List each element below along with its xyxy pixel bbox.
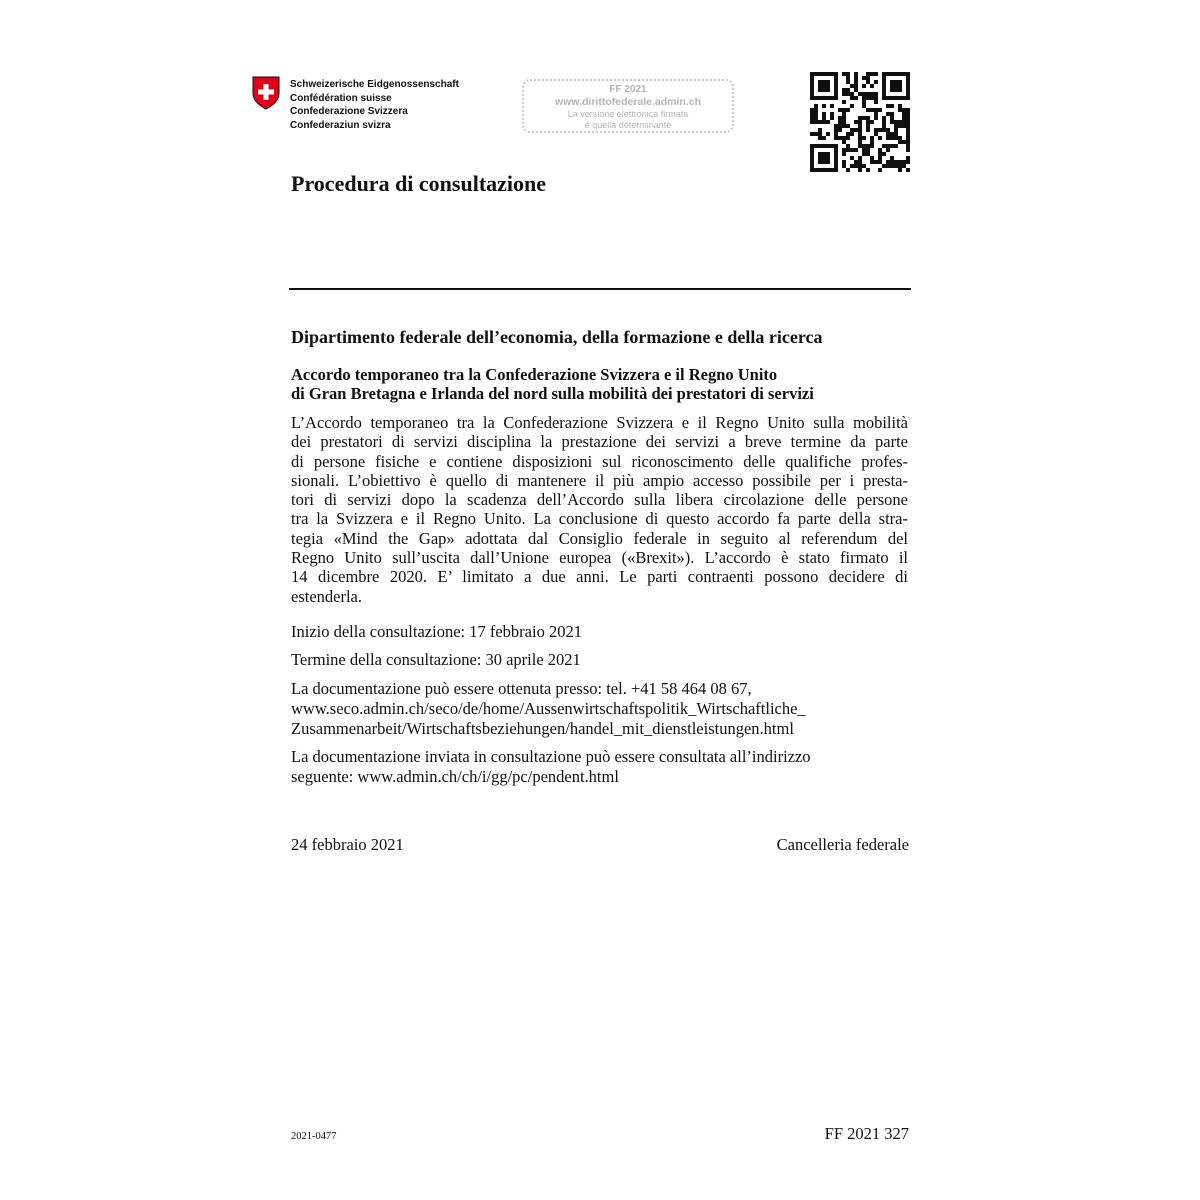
body-line: L’Accordo temporaneo tra la Confederazione Svizzera e il Regno Unito sulla mobilità bbox=[291, 413, 908, 432]
publication-date: 24 febbraio 2021 bbox=[291, 835, 404, 854]
body-line: tori di servizi dopo la scadenza dell’Accordo sulla libera circolazione delle persone bbox=[291, 490, 908, 510]
document-ref-number: 2021-0477 bbox=[291, 1131, 337, 1142]
stamp-ff-number: FF 2021 bbox=[609, 84, 647, 95]
subject-line: Accordo temporaneo tra la Confederazione Svizzera e il Regno Unito bbox=[291, 365, 778, 384]
title-divider bbox=[289, 288, 911, 290]
organization-names bbox=[290, 78, 459, 132]
documentation-link[interactable]: www.seco.admin.ch/seco/de/home/Aussenwirtschaftspolitik_Wirtschaftliche_ bbox=[291, 699, 806, 718]
body-line: tegia «Mind the Gap» adottata dal Consiglio federale in seguito al referendum del bbox=[291, 528, 908, 548]
page-title: Procedura di consultazione bbox=[291, 171, 547, 196]
body-line: Regno Unito sull’uscita dall’Unione europea («Brexit»). L’accordo è stato firmato il bbox=[291, 548, 908, 568]
org-line-rm: Confederaziun svizra bbox=[290, 119, 391, 131]
swiss-shield-icon bbox=[252, 76, 280, 110]
documentation-line: La documentazione può essere ottenuta presso: tel. +41 58 464 08 67, bbox=[291, 679, 752, 698]
body-line: sionali. L’obiettivo è quello di mantenere il più ampio accesso possibile per i presta- bbox=[291, 470, 908, 490]
online-consultation-info bbox=[291, 747, 811, 787]
consultation-start: Inizio della consultazione: 17 febbraio 2021 bbox=[291, 622, 582, 641]
online-link[interactable]: seguente: www.admin.ch/ch/i/gg/pc/pendent.html bbox=[291, 767, 619, 786]
confederation-logo bbox=[252, 76, 492, 136]
issuing-authority: Cancelleria federale bbox=[776, 835, 909, 854]
body-line: dei prestatori di servizi disciplina la prestazione dei servizi a breve termine da parte bbox=[291, 432, 908, 452]
stamp-note-1: La versione elettronica firmata bbox=[567, 109, 689, 119]
org-line-fr: Confédération suisse bbox=[290, 92, 392, 104]
stamp-note-2: è quella determinante bbox=[584, 120, 672, 130]
department-heading: Dipartimento federale dell’economia, della formazione e della ricerca bbox=[291, 327, 823, 347]
documentation-info bbox=[291, 679, 806, 739]
body-line: tra la Svizzera e il Regno Unito. La conclusione di questo accordo fa parte della stra- bbox=[291, 509, 908, 529]
ff-reference: FF 2021 327 bbox=[824, 1124, 909, 1143]
qr-code-icon bbox=[810, 72, 910, 172]
subject-heading bbox=[291, 365, 911, 403]
subject-line: di Gran Bretagna e Irlanda del nord sulla mobilità dei prestatori di servizi bbox=[291, 384, 814, 403]
online-line: La documentazione inviata in consultazione può essere consultata all’indirizzo bbox=[291, 747, 811, 766]
documentation-link[interactable]: Zusammenarbeit/Wirtschaftsbeziehungen/handel_mit_dienstleistungen.html bbox=[291, 719, 794, 738]
org-line-de: Schweizerische Eidgenossenschaft bbox=[290, 79, 459, 90]
body-line: estenderla. bbox=[291, 586, 363, 606]
consultation-end: Termine della consultazione: 30 aprile 2021 bbox=[291, 650, 581, 669]
org-line-it: Confederazione Svizzera bbox=[290, 106, 408, 117]
body-line: 14 dicembre 2020. E’ limitato a due anni. Le parti contraenti possono decidere di bbox=[291, 567, 908, 587]
body-line: di persone fisiche e contiene disposizioni sul riconoscimento delle qualifiche profes- bbox=[291, 451, 908, 471]
body-paragraph bbox=[291, 413, 908, 606]
stamp-website: www.dirittofederale.admin.ch bbox=[554, 96, 702, 108]
electronic-version-stamp bbox=[522, 79, 734, 133]
